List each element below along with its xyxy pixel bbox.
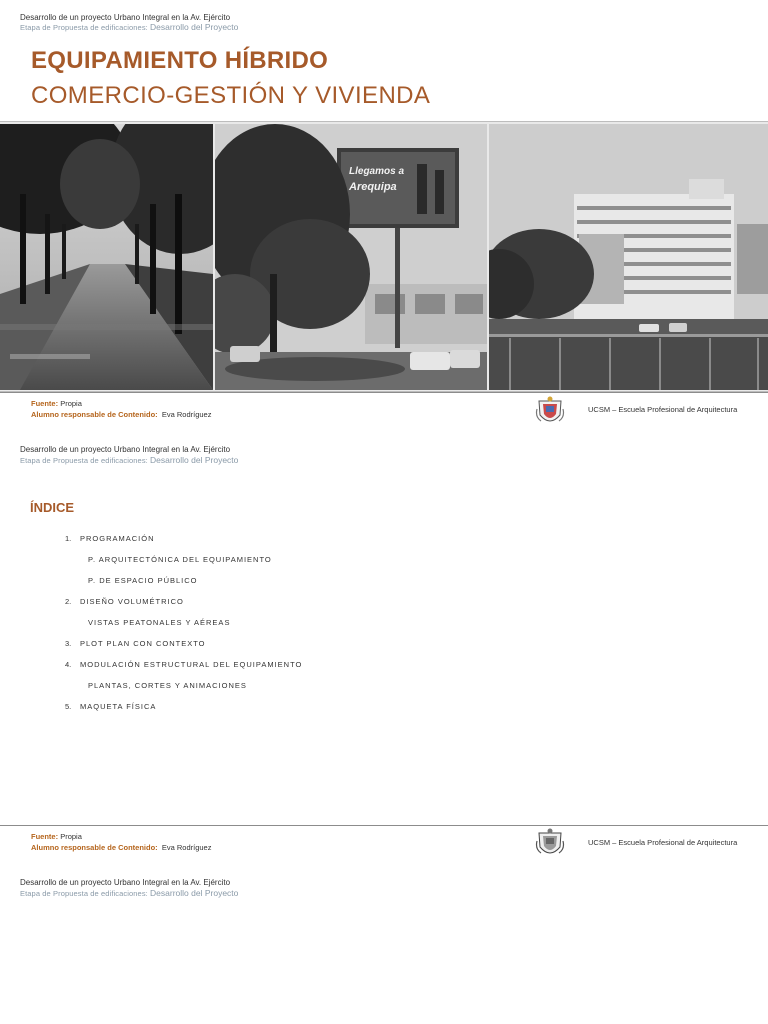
toc-item-1-1[interactable]: P. ARQUITECTÓNICA DEL EQUIPAMIENTO (88, 555, 272, 564)
institution-name-1: UCSM – Escuela Profesional de Arquitectura (588, 405, 738, 414)
toc-item-4[interactable]: 4. MODULACIÓN ESTRUCTURAL DEL EQUIPAMIENTO (65, 660, 303, 669)
stage-value-3: Desarrollo del Proyecto (150, 888, 239, 898)
photo-billboard-street (215, 124, 487, 390)
author-value: Eva Rodríguez (161, 410, 212, 419)
billboard-text-1: Llegamos a (349, 166, 405, 177)
stage-value: Desarrollo del Proyecto (150, 22, 239, 32)
index-title: ÍNDICE (30, 500, 75, 515)
source-value: Propia (60, 399, 82, 408)
photo-tree-avenue (0, 124, 213, 390)
credits-1 (31, 398, 211, 420)
billboard-text-2: Arequipa (349, 181, 397, 193)
university-seal-icon (535, 395, 565, 429)
author-label-2: Alumno responsable de Contenido: (31, 843, 158, 852)
footer-rule-2 (0, 825, 768, 826)
cover-title: EQUIPAMIENTO HÍBRIDO (31, 47, 329, 74)
stage-label-3: Etapa de Propuesta de edificaciones: (20, 889, 151, 898)
institution-name-2: UCSM – Escuela Profesional de Arquitectura (588, 838, 738, 847)
project-line-2: Desarrollo de un proyecto Urbano Integral en la Av. Ejército (20, 445, 231, 454)
toc-item-1[interactable]: 1. PROGRAMACIÓN (65, 534, 155, 543)
photo-building-overpass (489, 124, 768, 390)
cover-subtitle: COMERCIO-GESTIÓN Y VIVIENDA (31, 82, 431, 109)
credits-2 (31, 831, 211, 853)
stage-value-2: Desarrollo del Proyecto (150, 455, 239, 465)
stage-line-3 (20, 888, 238, 898)
university-seal-icon-2 (535, 827, 565, 861)
stage-line (20, 22, 238, 32)
footer-rule-1 (0, 392, 768, 393)
toc-item-3[interactable]: 3. PLOT PLAN CON CONTEXTO (65, 639, 206, 648)
toc-item-2-1[interactable]: VISTAS PEATONALES Y AÉREAS (88, 618, 231, 627)
toc-item-4-1[interactable]: PLANTAS, CORTES Y ANIMACIONES (88, 681, 247, 690)
author-label: Alumno responsable de Contenido: (31, 410, 158, 419)
author-value-2: Eva Rodríguez (161, 843, 212, 852)
stage-line-2 (20, 455, 238, 465)
project-line: Desarrollo de un proyecto Urbano Integral en la Av. Ejército (20, 13, 231, 22)
toc-item-5[interactable]: 5. MAQUETA FÍSICA (65, 702, 157, 711)
stage-label-2: Etapa de Propuesta de edificaciones: (20, 456, 151, 465)
photo-band (0, 121, 768, 392)
toc-item-1-2[interactable]: P. DE ESPACIO PÚBLICO (88, 576, 198, 585)
toc-item-2[interactable]: 2. DISEÑO VOLUMÉTRICO (65, 597, 184, 606)
source-label-2: Fuente: (31, 832, 59, 841)
stage-label: Etapa de Propuesta de edificaciones: (20, 23, 151, 32)
source-label: Fuente: (31, 399, 59, 408)
source-value-2: Propia (60, 832, 82, 841)
project-line-3: Desarrollo de un proyecto Urbano Integral en la Av. Ejército (20, 878, 231, 887)
